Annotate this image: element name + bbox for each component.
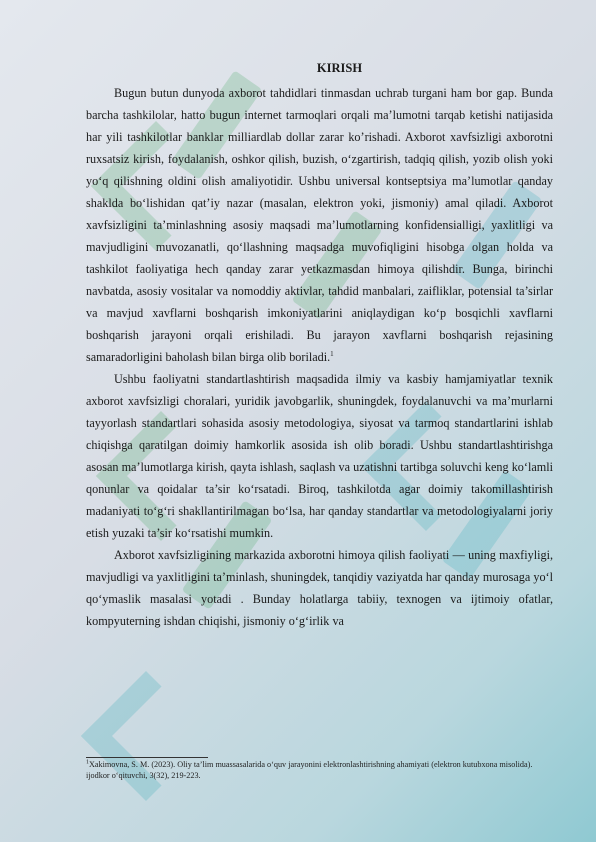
footnote-number: 1 <box>86 759 89 766</box>
footnote-text: Xakimovna, S. M. (2023). Oliy ta’lim muassasalarida o‘quv jarayonini elektronlashtirishning ahamiyati (elektron kutubxona misolida). ijodkor o‘qituvchi, 3(32), 219-223. <box>86 760 533 780</box>
paragraph-2: Ushbu faoliyatni standartlashtirish maqsadida ilmiy va kasbiy hamjamiyatlar texnik axborot xavfsizligi choralari, yuridik javobgarlik, shuningdek, foydalanuvchi va ma’murlarni tayyorlash standartlari sohasida asosiy metodologiya, siyosat va tarmoq standartlarini ishlab chiqishga qaratilgan doimiy hamkorlik asosida ish olib boradi. Ushbu standartlashtirishga asosan ma’lumotlarga kirish, qayta ishlash, saqlash va uzatishni tartibga soluvchi keng ko‘lamli qonunlar va qoidalar ta’sir ko‘rsatadi. Biroq, tashkilotda agar doimiy takomillashtirish madaniyati to‘g‘ri shakllantirilmagan bo‘lsa, har qanday standartlar va metodologiyalarni joriy etish yuzaki ta’sir ko‘rsatishi mumkin. <box>86 372 553 540</box>
document-body <box>86 58 553 632</box>
section-heading: KIRISH <box>316 61 363 75</box>
watermark-chevron <box>81 671 211 801</box>
footnote-reference[interactable]: 1 <box>330 349 334 358</box>
paragraph-3: Axborot xavfsizligining markazida axborotni himoya qilish faoliyati — uning maxfiyligi, mavjudligi va yaxlitligini ta’minlash, shuningdek, tanqidiy vaziyatda har qanday murosaga yo‘l qo‘ymaslik masalasi yotadi . Bunday holatlarga tabiiy, texnogen va ijtimoiy ofatlar, kompyuterning ishdan chiqishi, jismoniy o‘g‘irlik va <box>86 548 553 628</box>
footnote-separator <box>86 757 208 758</box>
paragraph-1 <box>86 82 553 368</box>
paragraph-1-text: Bugun butun dunyoda axborot tahdidlari tinmasdan uchrab turgani ham bor gap. Bunda barcha tashkilolar, hatto bugun internet tarmoqlari orqali ma’lumotni tarqab ketishi natijasida har yili tashkilotlar banklar milliardlab dollar zarar ko’rishadi. Axborot xavfsizligi axborotni ruxsatsiz kirish, foydalanish, oshkor qilish, buzish, o‘zgartirish, tadqiq qilish, yozib olish yoki yo‘q qilishning oldini olish amaliyotidir. Ushbu universal kontseptsiya ma’lumotlar qanday shaklda bo‘lishidan qat’iy nazar (masalan, elektron yoki, jismoniy) amal qiladi. Axborot xavfsizligini ta’minlashning asosiy maqsadi ma’lumotlarning konfidensialligi, yaxlitligi va mavjudligini muvozanatli, qo‘llashning maqsadga muvofiqligini hisobga olgan holda va tashkilot faoliyatiga hech qanday zarar yetkazmasdan himoya qilishdir. Bunga, birinchi navbatda, asosiy vositalar va nomoddiy aktivlar, tahdid manbalari, zaifliklar, potensial ta’sirlar va mavjud xavflarni boshqarish imkoniyatlarini aniqlaydigan ko‘p bosqichli xavflarni boshqarish jarayoni orqali erishiladi. Bu jarayon xavflarni boshqarish rejasining samaradorligini baholash bilan birga olib boriladi. <box>86 86 553 364</box>
footnote <box>86 759 553 781</box>
